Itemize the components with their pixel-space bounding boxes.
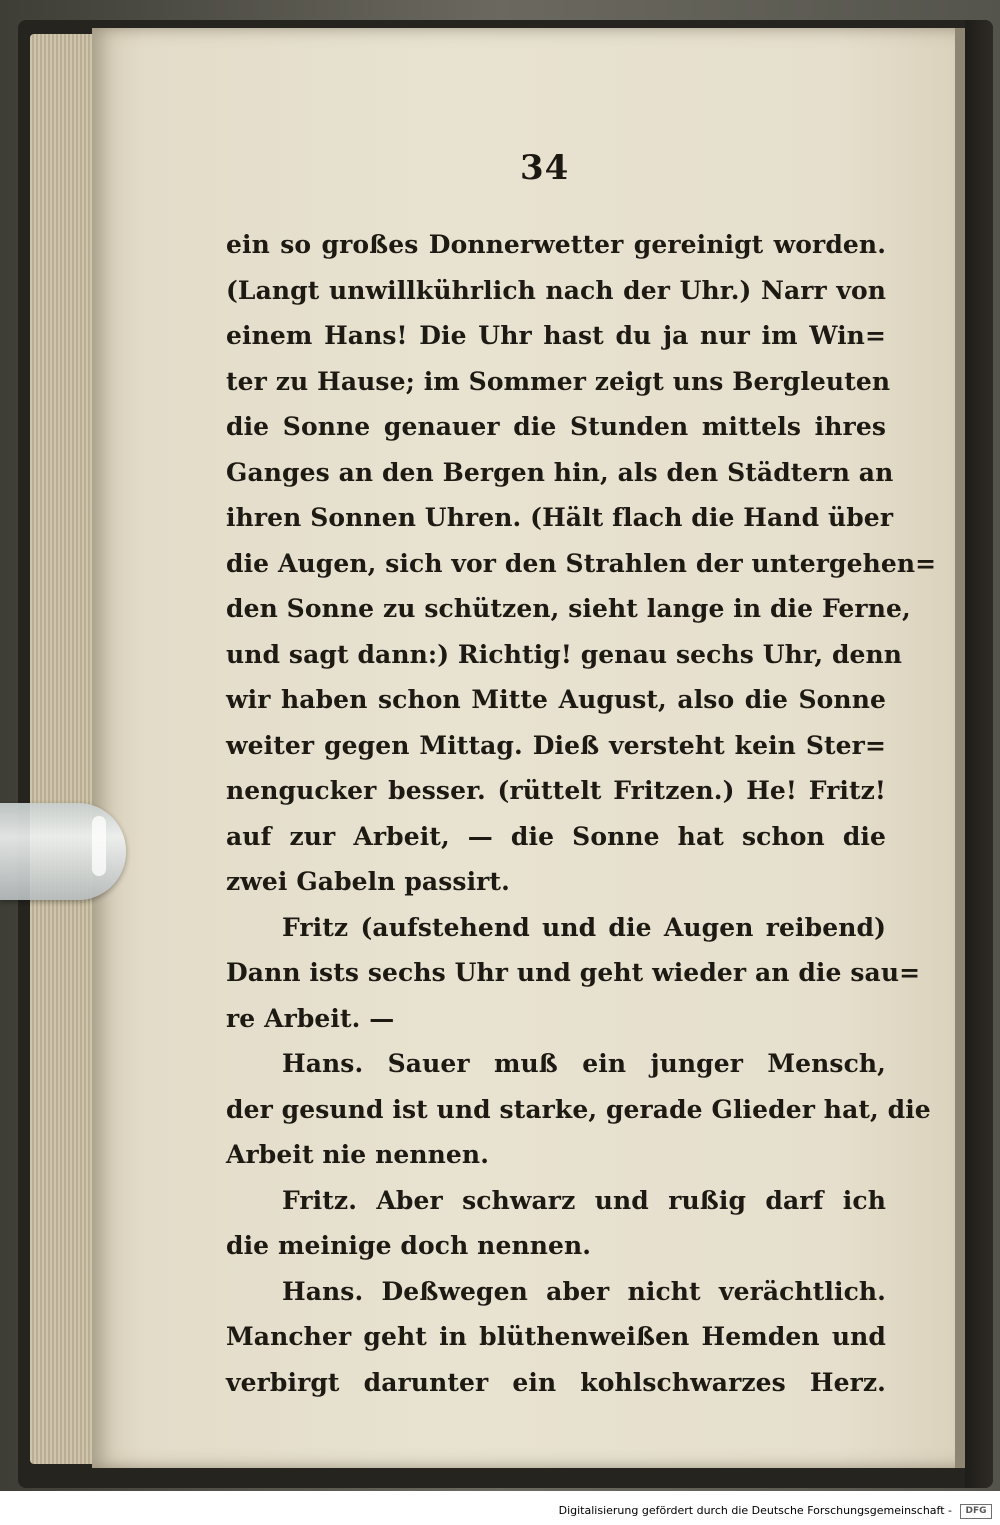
page-text <box>226 222 937 1405</box>
text-line: Dann ists sechs Uhr und geht wieder an die sau= <box>226 958 921 987</box>
speaker-line: Hans. Deßwegen aber nicht verächtlich. <box>282 1276 886 1306</box>
text-line: re Arbeit. — <box>226 1003 395 1033</box>
text-line: zwei Gabeln passirt. <box>226 867 510 896</box>
text-line: verbirgt darunter ein kohlschwarzes Herz. <box>226 1367 886 1397</box>
text-line: ter zu Hause; im Sommer zeigt uns Bergleuten <box>226 366 891 396</box>
text-line: (Langt unwillkührlich nach der Uhr.) Narr von <box>226 275 886 305</box>
speaker-line: Fritz (aufstehend und die Augen reibend) <box>282 912 886 942</box>
page-number: 34 <box>520 148 570 188</box>
text-line: die Sonne genauer die Stunden mittels ihres <box>226 412 886 441</box>
text-line: Ganges an den Bergen hin, als den Städtern an <box>226 457 894 487</box>
book-cover-right <box>965 20 993 1488</box>
text-line: nengucker besser. (rüttelt Fritzen.) He! Fritz! <box>226 776 886 805</box>
text-line: die meinige doch nennen. <box>226 1231 592 1260</box>
page-right-edge <box>955 28 965 1468</box>
text-line: ihren Sonnen Uhren. (Hält flach die Hand über <box>226 503 894 532</box>
speaker-line: Hans. Sauer muß ein junger Mensch, <box>282 1049 886 1078</box>
text-line: wir haben schon Mitte August, also die Sonne <box>226 685 886 714</box>
dfg-logo: DFG <box>960 1504 992 1519</box>
text-line: den Sonne zu schützen, sieht lange in die Ferne, <box>226 594 911 623</box>
text-line: Arbeit nie nennen. <box>226 1140 490 1169</box>
text-line: einem Hans! Die Uhr hast du ja nur im Win= <box>226 321 886 350</box>
text-line: auf zur Arbeit, — die Sonne hat schon die <box>226 821 886 851</box>
text-line: und sagt dann:) Richtig! genau sechs Uhr, denn <box>226 639 903 669</box>
text-line: ein so großes Donnerwetter gereinigt worden. <box>226 230 886 259</box>
text-line: die Augen, sich vor den Strahlen der untergehen= <box>226 548 937 578</box>
text-line: weiter gegen Mittag. Dieß versteht kein Ster= <box>226 730 886 760</box>
page-clip <box>0 803 126 900</box>
text-line: Mancher geht in blüthenweißen Hemden und <box>226 1322 886 1351</box>
page-clip-highlight <box>92 816 106 876</box>
footer-credit: Digitalisierung gefördert durch die Deutsche Forschungsgemeinschaft - <box>555 1502 956 1519</box>
text-line: der gesund ist und starke, gerade Glieder hat, die <box>226 1094 931 1124</box>
speaker-line: Fritz. Aber schwarz und rußig darf ich <box>282 1185 886 1215</box>
